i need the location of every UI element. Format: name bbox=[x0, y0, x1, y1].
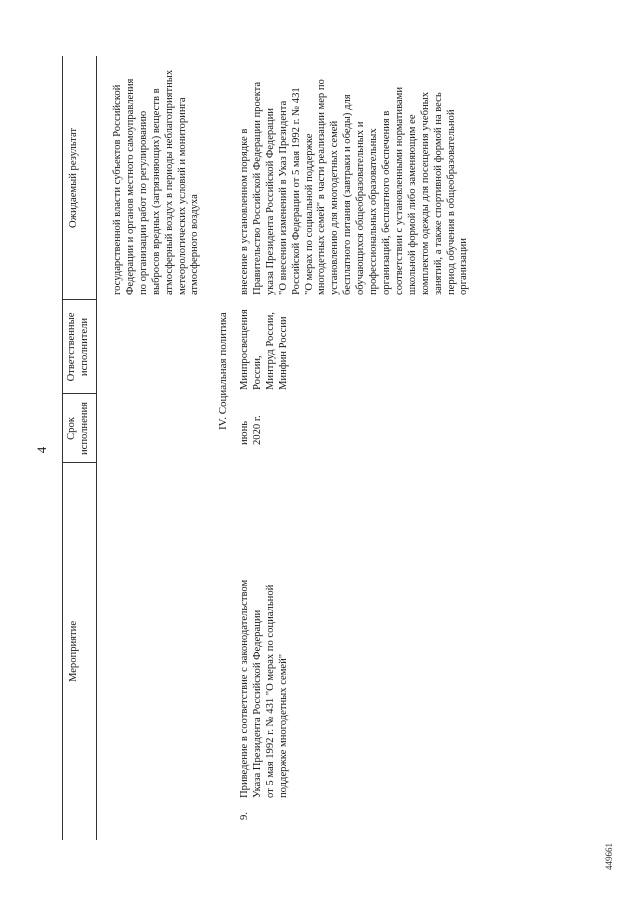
row-9-deadline: июнь 2020 г. bbox=[239, 415, 263, 445]
header-result: Ожидаемый результат bbox=[68, 127, 79, 229]
section-title: IV. Социальная политика bbox=[217, 312, 229, 430]
row-9-number: 9. bbox=[239, 812, 250, 820]
document-code: 449661 bbox=[604, 843, 614, 870]
row-9-activity: Приведение в соответствие с законодательством Указа Президента Российской Федерации от 5 мая 1992 г. № 431 "О мерах по социальной поддержке многодетных семей" bbox=[239, 579, 289, 798]
page-number: 4 bbox=[34, 446, 49, 454]
continued-result-text: государственной власти субъектов Российской Федерации и органов местного самоуправления по организации работ по регулированию выбросов вредных (загрязняющих) веществ в атмосферный воздух в периоды неблагоприятных метеорологических условий и мониторинга атмосферного воздуха bbox=[112, 69, 201, 295]
header-activity: Мероприятие bbox=[68, 620, 79, 683]
table-top-border bbox=[62, 56, 63, 840]
header-responsible: Ответственные исполнители bbox=[66, 312, 90, 382]
rotated-table-sheet bbox=[34, 50, 556, 850]
header-bottom-border bbox=[96, 56, 97, 840]
header-deadline: Срок исполнения bbox=[66, 401, 90, 456]
row-9-responsible: Минпросвещения России, Минтруд России, Минфин России bbox=[239, 309, 289, 390]
row-9-result: внесение в установленном порядке в Правительство Российской Федерации проекта указа Президента Российской Федерации "О внесении изменений в Указ Президента Российской Федерации от 5 мая 1992 г. № 431 "О мерах по социальной поддержке многодетных семей" в части реализации мер по установлению для многодетных семей бесплатного питания (завтраки и обеды) для обучающихся общеобразовательных и профессиональных образовательных организаций, бесплатного обеспечения в соответствии с установленными нормативами школьной формой либо заменяющим ее комплектом одежды для посещения учебных занятий, а также спортивной формой на весь период обучения в общеобразовательной организации bbox=[239, 79, 470, 295]
